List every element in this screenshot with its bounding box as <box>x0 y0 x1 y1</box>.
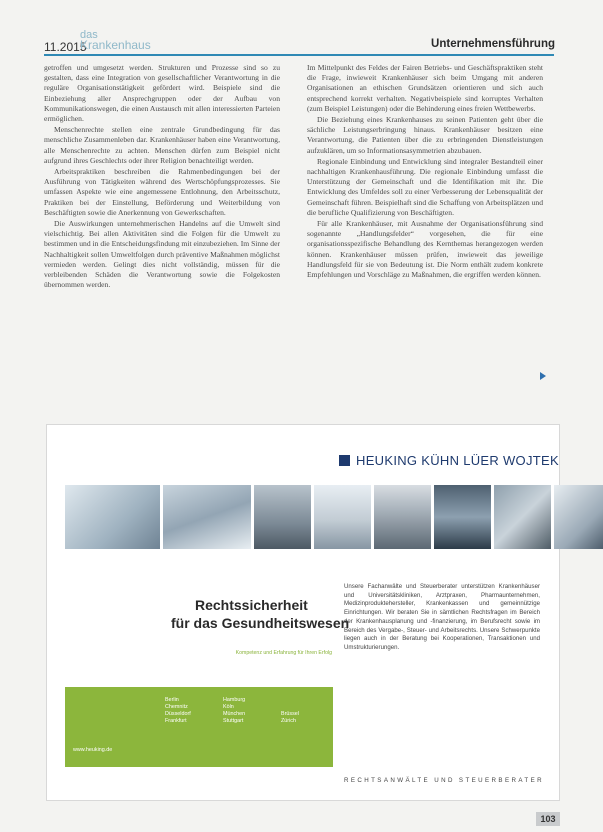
ad-footer: RECHTSANWÄLTE UND STEUERBERATER <box>344 777 544 784</box>
paragraph: getroffen und umgesetzt werden. Strukturen und Prozesse sind so zu gestalten, dass eine Integration von gesellschaftlicher Verantwortung in die reguläre Organisationstätigkeit gefördert wird. Beispiele sind die Einbeziehung aller Ansprechgruppen oder der Aufbau von Kommunikationswegen, die einen Austausch mit allen interessierten Parteien ermöglichen. <box>44 63 280 124</box>
continue-arrow-icon <box>540 372 546 380</box>
photo-instruments <box>494 485 551 549</box>
photo-hospital <box>434 485 491 549</box>
ad-body-text: Unsere Fachanwälte und Steuerberater unterstützen Krankenhäuser und Universitätskliniken, Arztpraxen, Pharmaunternehmen, Medizinproduktehersteller, Krankenkassen und gemeinnützige Einrichtungen. Wir beraten Sie in sämtlichen Rechtsfragen im Bereich der Krankenhausplanung und -finanzierung, im Berufsrecht sowie im Bereich des Vergabe-, Steuer- und Arbeitsrechts. Unsere Schwerpunkte liegen auch in der Beratung bei Kooperationen, Transaktionen und Umstrukturierungen. <box>344 583 540 651</box>
city: Chemnitz <box>165 704 188 710</box>
header-rule <box>44 54 554 56</box>
photo-stethoscope <box>65 485 160 549</box>
paragraph: Die Auswirkungen unternehmerischen Handelns auf die Umwelt sind vielschichtig. Bei allen Aktivitäten sind die Folgen für die Umwelt zu bestimmen und in die Entscheidungsfindung mit einzubeziehen. Im Sinne der Nachhaltigkeit sollen Umweltfolgen durch präventive Maßnahmen möglichst vermieden werden. Gelingt dies nicht vollständig, müssen für die verbleibenden Schäden die Verantwortung sowie die Folgekosten übernommen werden. <box>44 219 280 290</box>
city: Berlin <box>165 697 179 703</box>
city: Köln <box>223 704 234 710</box>
website-link[interactable]: www.heuking.de <box>73 747 113 753</box>
ad-tagline: Kompetenz und Erfahrung für Ihren Erfolg <box>235 650 332 656</box>
firm-name-text: HEUKING KÜHN LÜER WOJTEK <box>356 453 559 468</box>
city <box>281 697 329 703</box>
firm-logo-icon <box>339 455 350 466</box>
city: Hamburg <box>223 697 246 703</box>
section-title: Unternehmensführung <box>431 38 555 50</box>
photo-strip <box>65 485 603 549</box>
paragraph: Die Beziehung eines Krankenhauses zu seinen Patienten geht über die sächliche Leistungserbringung hinaus. Krankenhäuser besitzen eine Verantwortung, die Patienten über die zu erbringenden Dienstleistungen aufzuklären, um so Informationsasymmetrien abzubauen. <box>307 115 543 155</box>
issue-date: 11.2015 <box>44 40 87 54</box>
article-column-1 <box>44 63 280 291</box>
city: Stuttgart <box>223 718 244 724</box>
magazine-logo <box>80 30 151 50</box>
city: Zürich <box>281 718 296 724</box>
photo-building <box>254 485 311 549</box>
paragraph: Regionale Einbindung und Entwicklung sind integraler Bestandteil einer nachhaltigen Krankenhausführung. Die regionale Einbindung umfasst die Unterstützung der Gemeinschaft und die Identifikation mit ihr. Die Entwicklung des Umfeldes soll zu einer Verbesserung der Lebensqualität der Gemeinschaft führen. Beispielhaft sind die Schaffung von Arbeitsplätzen und die berufliche Qualifizierung von Beschäftigten. <box>307 156 543 217</box>
city-list <box>165 697 329 724</box>
advertisement <box>46 424 560 801</box>
photo-infusion <box>374 485 431 549</box>
paragraph: Arbeitspraktiken beschreiben die Rahmenbedingungen bei der Ausführung von Tätigkeiten während des Wertschöpfungsprozesses. Sie umfassen Aspekte wie eine angemessene Entlohnung, den Arbeitsschutz, Praktiken bei der Einstellung, Beförderung und Weiterbildung von Beschäftigten sowie die Anerkennung von Gewerkschaften. <box>44 167 280 217</box>
city: Frankfurt <box>165 718 187 724</box>
paragraph: Menschenrechte stellen eine zentrale Grundbedingung für das menschliche Zusammenleben dar. Krankenhäuser haben eine Verantwortung, alle Menschenrechte zu achten. Menschen dürfen zum Beispiel nicht aufgrund ihres Geschlechts oder ihrer Religion benachteiligt werden. <box>44 125 280 165</box>
ad-title-line-2: für das Gesundheitswesen <box>171 615 350 631</box>
ad-title-line-1: Rechtssicherheit <box>195 597 308 613</box>
photo-coats <box>314 485 371 549</box>
photo-pills <box>163 485 251 549</box>
city: Brüssel <box>281 711 299 717</box>
paragraph: Für alle Krankenhäuser, mit Ausnahme der Organisationsführung sind sogenannte „Handlungsfelder“ vorgesehen, die für eine organisationsspezifische Behandlung des Kernthemas herangezogen werden können. Krankenhäuser müssen prüfen, inwieweit das jeweilige Handlungsfeld für sie von Bedeutung ist. Die Norm enthält zudem konkrete Empfehlungen und Vorschläge zu Maßnahmen, die ergriffen werden können. <box>307 219 543 280</box>
city <box>281 704 329 710</box>
city: München <box>223 711 246 717</box>
firm-name <box>339 453 559 468</box>
city: Düsseldorf <box>165 711 191 717</box>
page-number: 103 <box>536 812 560 826</box>
photo-gloves <box>554 485 603 549</box>
logo-line-2: Krankenhaus <box>80 38 151 52</box>
article-column-2 <box>307 63 543 281</box>
paragraph: Im Mittelpunkt des Feldes der Fairen Betriebs- und Geschäftspraktiken steht die Frage, inwieweit Krankenhäuser sich beim Umgang mit anderen Organisationen an ethischen Grundsätzen orientieren und sich auch entsprechend korrekt verhalten. Negativbeispiele sind korruptes Verhalten (zum Beispiel Leistungen) oder die Behinderung eines freien Wettbewerbs. <box>307 63 543 113</box>
office-locations-box <box>65 687 333 767</box>
logo-line-1: das <box>80 29 98 41</box>
